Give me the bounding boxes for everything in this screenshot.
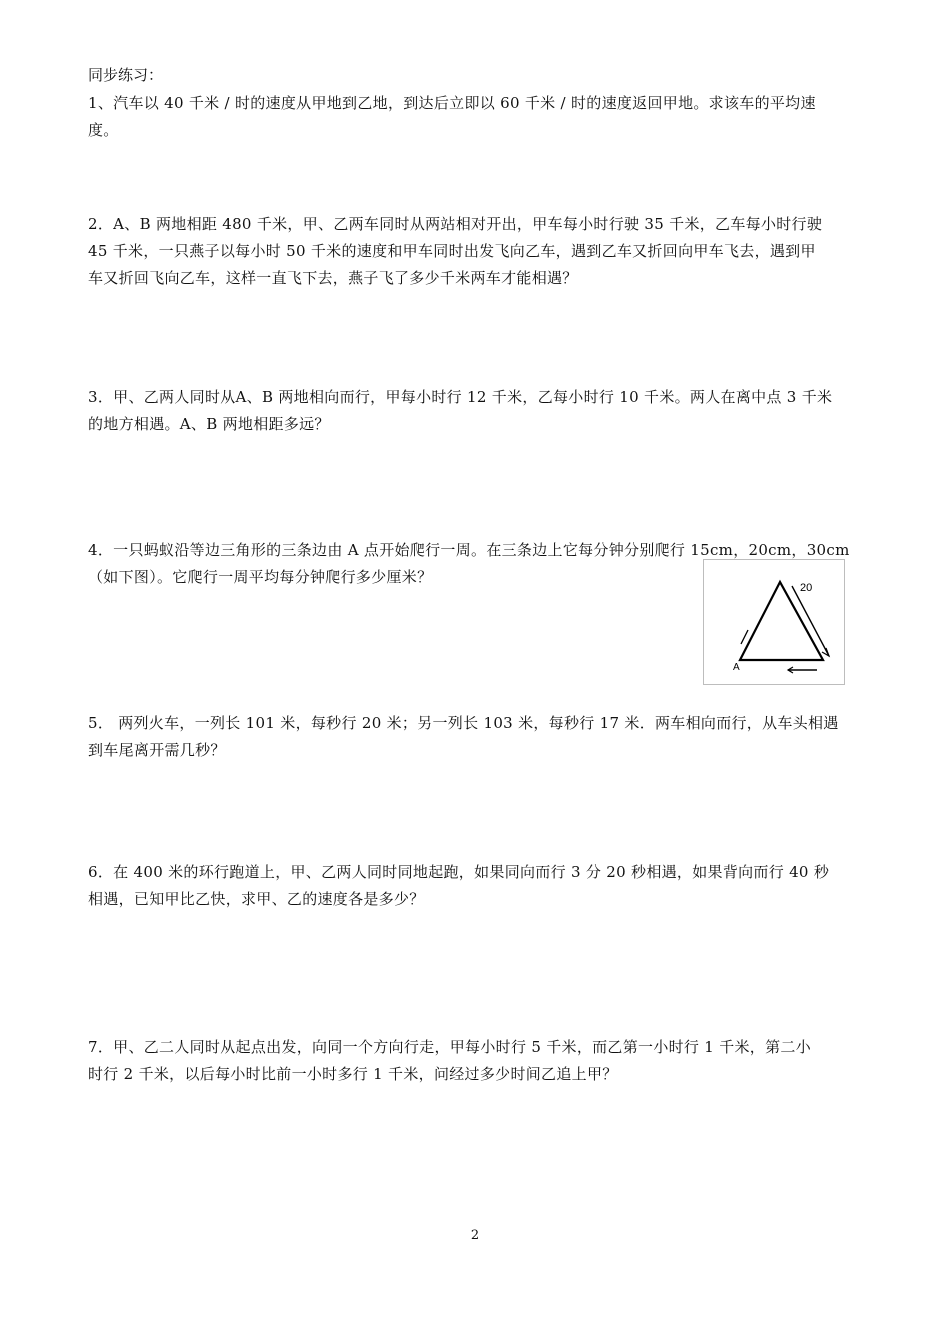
arrow-left-side (741, 630, 748, 644)
question-line: 的地方相遇。A、B 两地相距多远？ (88, 415, 330, 433)
question-7 (88, 1034, 811, 1088)
vertex-label-a: A (733, 662, 740, 673)
triangle-diagram (704, 560, 846, 686)
question-line: 时行 2 千米，以后每小时比前一小时多行 1 千米，问经过多少时间乙追上甲？ (88, 1065, 618, 1083)
question-line: 7．甲、乙二人同时从起点出发，向同一个方向行走，甲每小时行 5 千米，而乙第一小时行 1 千米，第二小 (88, 1038, 812, 1056)
question-line: （如下图）。它爬行一周平均每分钟爬行多少厘米？ (88, 568, 433, 586)
question-6 (88, 859, 829, 913)
question-line: 车又折回飞向乙车，这样一直飞下去，燕子飞了多少千米两车才能相遇？ (88, 269, 578, 287)
question-line: 2．A、B 两地相距 480 千米，甲、乙两车同时从两站相对开出，甲车每小时行驶 35 千米，乙车每小时行驶 (88, 215, 823, 233)
arrow-right-side (792, 586, 829, 656)
question-line: 45 千米，一只燕子以每小时 50 千米的速度和甲车同时出发飞向乙车，遇到乙车又折回向甲车飞去，遇到甲 (88, 242, 816, 260)
question-line: 3．甲、乙两人同时从A、B 两地相向而行，甲每小时行 12 千米，乙每小时行 10 千米。两人在离中点 3 千米 (88, 388, 833, 406)
question-2 (88, 211, 822, 292)
question-line: 到车尾离开需几秒？ (88, 741, 226, 759)
page-number: 2 (470, 1228, 480, 1243)
question-line: 6．在 400 米的环行跑道上，甲、乙两人同时同地起跑，如果同向而行 3 分 20 秒相遇，如果背向而行 40 秒 (88, 863, 830, 881)
section-heading: 同步练习： (88, 66, 164, 84)
question-line: 5． 两列火车，一列长 101 米，每秒行 20 米；另一列长 103 米，每秒行 17 米．两车相向而行，从车头相遇 (88, 714, 839, 732)
question-line: 度。 (88, 121, 119, 139)
question-5 (88, 710, 839, 764)
question-1 (88, 90, 816, 144)
speed-label-20: 20 (800, 582, 813, 594)
question-3 (88, 384, 832, 438)
triangle-figure (703, 559, 845, 685)
question-line: 4．一只蚂蚁沿等边三角形的三条边由 A 点开始爬行一周。在三条边上它每分钟分别爬行 15cm，20cm，30cm (88, 541, 850, 559)
question-line: 相遇，已知甲比乙快，求甲、乙的速度各是多少？ (88, 890, 425, 908)
question-line: 1、汽车以 40 千米 / 时的速度从甲地到乙地，到达后立即以 60 千米 / 时的速度返回甲地。求该车的平均速 (88, 94, 816, 112)
